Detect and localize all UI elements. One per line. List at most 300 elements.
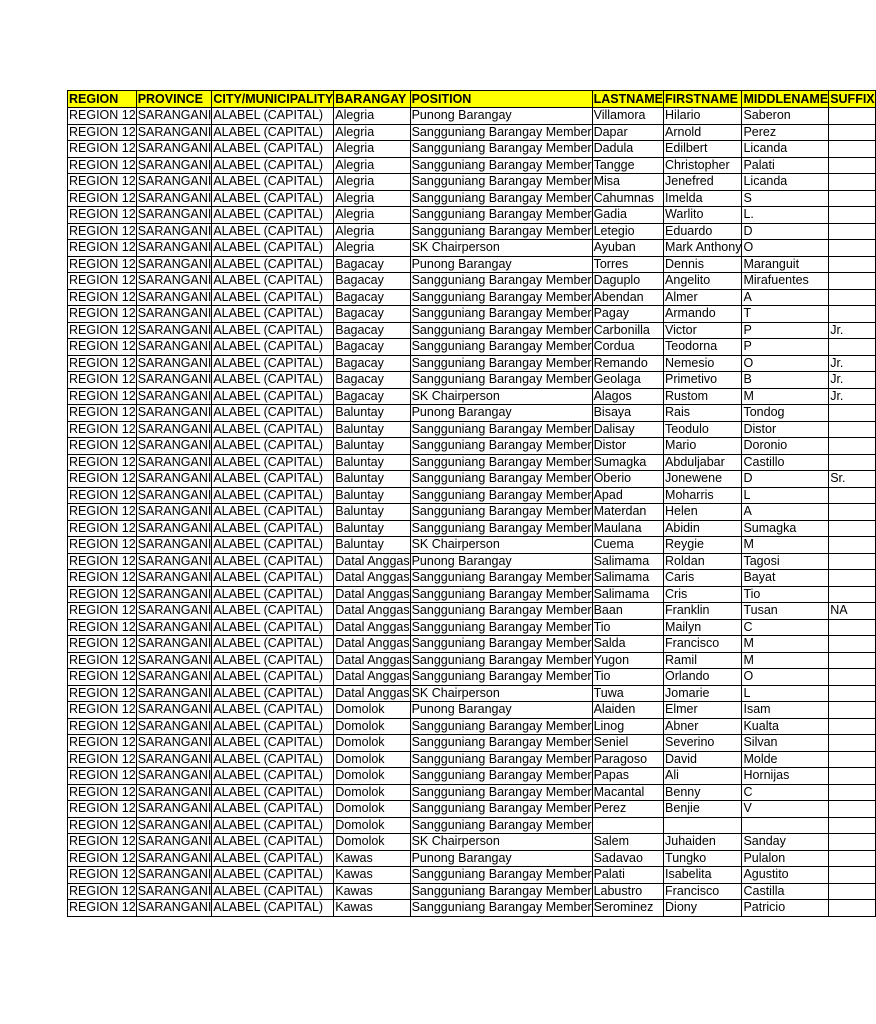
cell-barangay[interactable]: Datal Anggas (335, 652, 410, 667)
cell-province[interactable]: SARANGANI (137, 504, 212, 519)
cell-lastname[interactable]: Villamora (592, 108, 663, 125)
cell-suffix[interactable] (829, 669, 875, 686)
cell-province[interactable]: SARANGANI (137, 141, 212, 156)
cell-barangay[interactable]: Alegria (334, 124, 410, 141)
cell-region[interactable]: REGION 12 (69, 223, 136, 238)
cell-position[interactable]: Sangguniang Barangay Member (411, 174, 592, 189)
cell-firstname[interactable]: Dennis (664, 256, 742, 273)
cell-region[interactable]: REGION 12 (69, 702, 136, 717)
cell-firstname[interactable]: Edilbert (664, 141, 742, 158)
cell-lastname[interactable]: Tuwa (592, 685, 663, 702)
cell-lastname[interactable]: Salimama (592, 570, 663, 587)
cell-city-municipality[interactable]: ALABEL (CAPITAL) (212, 718, 334, 735)
cell-position[interactable]: Sangguniang Barangay Member (411, 372, 592, 387)
cell-firstname[interactable]: Christopher (664, 157, 742, 174)
cell-region[interactable]: REGION 12 (69, 603, 136, 618)
cell-city-municipality[interactable]: ALABEL (CAPITAL) (212, 570, 334, 587)
cell-province[interactable]: SARANGANI (137, 339, 212, 354)
cell-suffix[interactable] (829, 751, 875, 768)
cell-city-municipality[interactable]: ALABEL (CAPITAL) (212, 240, 334, 257)
cell-middlename[interactable]: Distor (742, 421, 829, 438)
cell-middlename[interactable]: C (742, 619, 829, 636)
cell-barangay[interactable]: Domolok (334, 784, 410, 801)
cell-position[interactable]: Sangguniang Barangay Member (411, 636, 592, 651)
cell-position[interactable]: Sangguniang Barangay Member (411, 273, 592, 288)
cell-region[interactable]: REGION 12 (69, 207, 136, 222)
cell-barangay[interactable]: Baluntay (334, 520, 410, 537)
cell-region[interactable]: REGION 12 (69, 372, 136, 387)
cell-region[interactable]: REGION 12 (69, 685, 136, 700)
cell-firstname[interactable]: Roldan (664, 553, 742, 570)
cell-firstname[interactable]: Jenefred (664, 174, 742, 191)
cell-city-municipality[interactable]: ALABEL (CAPITAL) (212, 603, 334, 620)
cell-lastname[interactable]: Tio (592, 669, 663, 686)
cell-firstname[interactable]: Francisco (664, 883, 742, 900)
cell-position[interactable]: Punong Barangay (410, 702, 592, 719)
cell-position[interactable]: Sangguniang Barangay Member (411, 669, 592, 684)
cell-firstname[interactable]: Helen (664, 504, 742, 521)
cell-barangay[interactable]: Baluntay (334, 405, 410, 422)
cell-lastname[interactable]: Sadavao (592, 850, 663, 867)
cell-city-municipality[interactable]: ALABEL (CAPITAL) (212, 141, 334, 158)
cell-suffix[interactable] (829, 438, 875, 455)
cell-province[interactable]: SARANGANI (137, 273, 212, 288)
cell-middlename[interactable]: M (742, 652, 829, 669)
cell-position[interactable]: Punong Barangay (410, 256, 592, 273)
cell-province[interactable]: SARANGANI (137, 537, 212, 552)
cell-province[interactable]: SARANGANI (137, 586, 212, 601)
cell-region[interactable]: REGION 12 (69, 108, 136, 123)
cell-region[interactable]: REGION 12 (69, 454, 136, 469)
cell-firstname[interactable]: Victor (664, 322, 742, 339)
cell-firstname[interactable]: Arnold (664, 124, 742, 141)
cell-city-municipality[interactable]: ALABEL (CAPITAL) (212, 471, 334, 488)
cell-suffix[interactable] (829, 553, 875, 570)
cell-city-municipality[interactable]: ALABEL (CAPITAL) (212, 405, 334, 422)
cell-firstname[interactable]: David (664, 751, 742, 768)
cell-position[interactable]: Sangguniang Barangay Member (411, 322, 592, 337)
cell-middlename[interactable]: Hornijas (742, 768, 829, 785)
cell-barangay[interactable]: Kawas (334, 850, 410, 867)
cell-barangay[interactable]: Baluntay (334, 471, 410, 488)
cell-position[interactable]: Punong Barangay (410, 108, 592, 125)
cell-firstname[interactable]: Ramil (664, 652, 742, 669)
cell-suffix[interactable] (829, 504, 875, 521)
cell-firstname[interactable]: Rais (664, 405, 742, 422)
cell-region[interactable]: REGION 12 (69, 883, 136, 898)
cell-firstname[interactable]: Isabelita (664, 867, 742, 884)
cell-middlename[interactable]: P (742, 339, 829, 356)
header-firstname[interactable]: FIRSTNAME (664, 91, 742, 108)
cell-lastname[interactable]: Cuema (592, 537, 663, 554)
cell-lastname[interactable]: Paragoso (592, 751, 663, 768)
cell-lastname[interactable]: Baan (592, 603, 663, 620)
cell-middlename[interactable]: Tagosi (742, 553, 829, 570)
cell-region[interactable]: REGION 12 (69, 256, 136, 271)
cell-position[interactable]: Sangguniang Barangay Member (411, 603, 592, 618)
cell-city-municipality[interactable]: ALABEL (CAPITAL) (212, 372, 334, 389)
cell-middlename[interactable]: Sanday (742, 834, 829, 851)
cell-province[interactable]: SARANGANI (137, 388, 212, 403)
cell-city-municipality[interactable]: ALABEL (CAPITAL) (212, 157, 334, 174)
cell-province[interactable]: SARANGANI (137, 322, 212, 337)
cell-barangay[interactable]: Alegria (334, 190, 410, 207)
cell-position[interactable]: SK Chairperson (410, 240, 592, 257)
cell-city-municipality[interactable]: ALABEL (CAPITAL) (212, 355, 334, 372)
cell-region[interactable]: REGION 12 (69, 900, 136, 915)
cell-firstname[interactable]: Mario (664, 438, 742, 455)
cell-city-municipality[interactable]: ALABEL (CAPITAL) (212, 669, 334, 686)
cell-lastname[interactable]: Abendan (592, 289, 663, 306)
cell-lastname[interactable]: Apad (592, 487, 663, 504)
cell-suffix[interactable] (829, 190, 875, 207)
cell-middlename[interactable]: C (742, 784, 829, 801)
cell-barangay[interactable]: Baluntay (334, 537, 410, 554)
cell-barangay[interactable]: Domolok (334, 817, 410, 834)
cell-region[interactable]: REGION 12 (69, 751, 136, 766)
cell-lastname[interactable]: Palati (592, 867, 663, 884)
cell-suffix[interactable] (829, 108, 875, 125)
cell-position[interactable]: Sangguniang Barangay Member (411, 207, 592, 222)
cell-region[interactable]: REGION 12 (69, 586, 136, 601)
cell-city-municipality[interactable]: ALABEL (CAPITAL) (212, 438, 334, 455)
cell-barangay[interactable]: Datal Anggas (335, 685, 410, 700)
cell-position[interactable]: Sangguniang Barangay Member (411, 768, 592, 783)
cell-region[interactable]: REGION 12 (69, 141, 136, 156)
header-position[interactable]: POSITION (410, 91, 592, 108)
header-middlename[interactable]: MIDDLENAME (743, 91, 829, 106)
cell-province[interactable]: SARANGANI (137, 768, 212, 783)
cell-lastname[interactable]: Yugon (592, 652, 663, 669)
cell-region[interactable]: REGION 12 (69, 289, 136, 304)
cell-suffix[interactable] (829, 240, 875, 257)
cell-position[interactable]: Sangguniang Barangay Member (411, 289, 592, 304)
cell-position[interactable]: Punong Barangay (410, 553, 592, 570)
cell-region[interactable]: REGION 12 (69, 306, 136, 321)
cell-suffix[interactable]: Jr. (829, 322, 875, 339)
cell-middlename[interactable]: Patricio (742, 900, 829, 917)
cell-barangay[interactable]: Datal Anggas (335, 619, 410, 634)
cell-firstname[interactable]: Abduljabar (664, 454, 742, 471)
cell-barangay[interactable]: Bagacay (334, 322, 410, 339)
cell-firstname[interactable]: Tungko (664, 850, 742, 867)
cell-barangay[interactable]: Domolok (334, 735, 410, 752)
cell-province[interactable]: SARANGANI (137, 520, 212, 535)
cell-lastname[interactable]: Remando (592, 355, 663, 372)
cell-province[interactable]: SARANGANI (137, 471, 212, 486)
cell-barangay[interactable]: Bagacay (334, 372, 410, 389)
cell-middlename[interactable]: L. (742, 207, 829, 224)
cell-suffix[interactable]: Jr. (829, 372, 875, 389)
cell-position[interactable]: Sangguniang Barangay Member (411, 817, 592, 832)
cell-region[interactable]: REGION 12 (69, 652, 136, 667)
cell-province[interactable]: SARANGANI (137, 735, 212, 750)
cell-city-municipality[interactable]: ALABEL (CAPITAL) (212, 388, 334, 405)
cell-lastname[interactable]: Cordua (592, 339, 663, 356)
cell-suffix[interactable] (829, 702, 875, 719)
header-region[interactable]: REGION (68, 91, 137, 108)
cell-suffix[interactable] (829, 636, 875, 653)
cell-suffix[interactable] (829, 619, 875, 636)
cell-firstname[interactable]: Severino (664, 735, 742, 752)
cell-lastname[interactable]: Carbonilla (592, 322, 663, 339)
cell-region[interactable]: REGION 12 (69, 570, 136, 585)
cell-lastname[interactable]: Bisaya (592, 405, 663, 422)
cell-middlename[interactable]: Isam (742, 702, 829, 719)
cell-firstname[interactable]: Almer (664, 289, 742, 306)
cell-region[interactable]: REGION 12 (69, 636, 136, 651)
cell-suffix[interactable] (829, 157, 875, 174)
cell-suffix[interactable] (829, 735, 875, 752)
cell-province[interactable]: SARANGANI (137, 289, 212, 304)
cell-region[interactable]: REGION 12 (69, 768, 136, 783)
cell-suffix[interactable] (829, 900, 875, 917)
cell-lastname[interactable]: Letegio (592, 223, 663, 240)
cell-middlename[interactable]: Molde (742, 751, 829, 768)
cell-firstname[interactable]: Primetivo (664, 372, 742, 389)
cell-middlename[interactable]: Saberon (742, 108, 829, 125)
cell-province[interactable]: SARANGANI (137, 834, 212, 849)
cell-barangay[interactable]: Datal Anggas (335, 669, 410, 684)
cell-barangay[interactable]: Bagacay (334, 306, 410, 323)
cell-lastname[interactable]: Perez (592, 801, 663, 818)
cell-suffix[interactable] (829, 784, 875, 801)
cell-region[interactable]: REGION 12 (69, 405, 136, 420)
cell-city-municipality[interactable]: ALABEL (CAPITAL) (212, 223, 334, 240)
cell-city-municipality[interactable]: ALABEL (CAPITAL) (212, 685, 334, 702)
cell-city-municipality[interactable]: ALABEL (CAPITAL) (212, 735, 334, 752)
cell-lastname[interactable]: Ayuban (592, 240, 663, 257)
cell-city-municipality[interactable]: ALABEL (CAPITAL) (212, 784, 334, 801)
cell-barangay[interactable]: Domolok (334, 801, 410, 818)
cell-middlename[interactable]: Pulalon (742, 850, 829, 867)
cell-suffix[interactable] (829, 586, 875, 603)
cell-city-municipality[interactable]: ALABEL (CAPITAL) (212, 322, 334, 339)
cell-city-municipality[interactable]: ALABEL (CAPITAL) (212, 636, 334, 653)
cell-position[interactable]: Sangguniang Barangay Member (411, 718, 592, 733)
cell-firstname[interactable]: Diony (664, 900, 742, 917)
cell-region[interactable]: REGION 12 (69, 322, 136, 337)
cell-suffix[interactable] (829, 801, 875, 818)
cell-province[interactable]: SARANGANI (137, 652, 212, 667)
cell-lastname[interactable]: Labustro (592, 883, 663, 900)
cell-lastname[interactable]: Sumagka (592, 454, 663, 471)
header-lastname[interactable]: LASTNAME (593, 91, 664, 106)
cell-city-municipality[interactable]: ALABEL (CAPITAL) (212, 487, 334, 504)
cell-middlename[interactable]: M (742, 388, 829, 405)
cell-firstname[interactable]: Rustom (664, 388, 742, 405)
cell-province[interactable]: SARANGANI (137, 157, 212, 172)
cell-middlename[interactable]: V (742, 801, 829, 818)
cell-province[interactable]: SARANGANI (137, 190, 212, 205)
cell-region[interactable]: REGION 12 (69, 735, 136, 750)
cell-middlename[interactable]: L (742, 487, 829, 504)
cell-barangay[interactable]: Baluntay (334, 487, 410, 504)
cell-lastname[interactable]: Tangge (592, 157, 663, 174)
cell-region[interactable]: REGION 12 (69, 537, 136, 552)
cell-position[interactable]: Sangguniang Barangay Member (411, 784, 592, 799)
cell-barangay[interactable]: Alegria (334, 108, 410, 125)
cell-province[interactable]: SARANGANI (137, 603, 212, 618)
cell-province[interactable]: SARANGANI (137, 850, 212, 865)
cell-barangay[interactable]: Alegria (334, 223, 410, 240)
cell-position[interactable]: SK Chairperson (410, 537, 592, 554)
cell-barangay[interactable]: Bagacay (334, 388, 410, 405)
cell-region[interactable]: REGION 12 (69, 157, 136, 172)
cell-position[interactable]: Sangguniang Barangay Member (411, 504, 592, 519)
cell-province[interactable]: SARANGANI (137, 619, 212, 634)
cell-region[interactable]: REGION 12 (69, 124, 136, 139)
cell-region[interactable]: REGION 12 (69, 784, 136, 799)
cell-province[interactable]: SARANGANI (137, 174, 212, 189)
cell-position[interactable]: Sangguniang Barangay Member (411, 652, 592, 667)
cell-barangay[interactable]: Kawas (334, 867, 410, 884)
cell-region[interactable]: REGION 12 (69, 850, 136, 865)
cell-city-municipality[interactable]: ALABEL (CAPITAL) (212, 702, 334, 719)
cell-suffix[interactable] (829, 289, 875, 306)
cell-city-municipality[interactable]: ALABEL (CAPITAL) (212, 652, 334, 669)
cell-position[interactable]: Sangguniang Barangay Member (411, 223, 592, 238)
cell-city-municipality[interactable]: ALABEL (CAPITAL) (212, 834, 334, 851)
cell-position[interactable]: Sangguniang Barangay Member (411, 487, 592, 502)
cell-city-municipality[interactable]: ALABEL (CAPITAL) (212, 124, 334, 141)
cell-lastname[interactable]: Dadula (592, 141, 663, 158)
cell-suffix[interactable] (829, 207, 875, 224)
cell-middlename[interactable]: A (742, 504, 829, 521)
cell-position[interactable]: Punong Barangay (410, 405, 592, 422)
cell-province[interactable]: SARANGANI (137, 454, 212, 469)
cell-city-municipality[interactable]: ALABEL (CAPITAL) (212, 454, 334, 471)
cell-region[interactable]: REGION 12 (69, 355, 136, 370)
cell-middlename[interactable]: Agustito (742, 867, 829, 884)
cell-firstname[interactable]: Nemesio (664, 355, 742, 372)
cell-lastname[interactable]: Salimama (592, 553, 663, 570)
cell-position[interactable]: Sangguniang Barangay Member (411, 900, 592, 915)
cell-suffix[interactable] (829, 768, 875, 785)
cell-region[interactable]: REGION 12 (69, 520, 136, 535)
cell-region[interactable]: REGION 12 (69, 388, 136, 403)
cell-province[interactable]: SARANGANI (137, 124, 212, 139)
cell-position[interactable]: Sangguniang Barangay Member (411, 751, 592, 766)
cell-middlename[interactable]: T (742, 306, 829, 323)
cell-suffix[interactable] (829, 834, 875, 851)
cell-barangay[interactable]: Bagacay (334, 289, 410, 306)
cell-lastname[interactable]: Daguplo (592, 273, 663, 290)
cell-region[interactable]: REGION 12 (69, 174, 136, 189)
cell-province[interactable]: SARANGANI (137, 207, 212, 222)
cell-suffix[interactable] (829, 256, 875, 273)
cell-suffix[interactable] (829, 520, 875, 537)
cell-middlename[interactable]: O (742, 355, 829, 372)
cell-firstname[interactable]: Armando (664, 306, 742, 323)
cell-firstname[interactable]: Caris (664, 570, 742, 587)
cell-middlename[interactable]: D (742, 471, 829, 488)
cell-firstname[interactable]: Moharris (664, 487, 742, 504)
cell-firstname[interactable]: Abner (664, 718, 742, 735)
cell-position[interactable]: Sangguniang Barangay Member (411, 306, 592, 321)
cell-firstname[interactable]: Francisco (664, 636, 742, 653)
cell-city-municipality[interactable]: ALABEL (CAPITAL) (212, 850, 334, 867)
cell-firstname[interactable]: Benny (664, 784, 742, 801)
cell-province[interactable]: SARANGANI (137, 669, 212, 684)
cell-lastname[interactable]: Maulana (592, 520, 663, 537)
cell-province[interactable]: SARANGANI (137, 553, 212, 568)
cell-middlename[interactable]: O (742, 240, 829, 257)
cell-middlename[interactable]: Castillo (742, 454, 829, 471)
cell-province[interactable]: SARANGANI (137, 405, 212, 420)
cell-firstname[interactable]: Hilario (664, 108, 742, 125)
cell-lastname[interactable]: Pagay (592, 306, 663, 323)
cell-firstname[interactable]: Imelda (664, 190, 742, 207)
cell-lastname[interactable]: Geolaga (592, 372, 663, 389)
cell-middlename[interactable]: P (742, 322, 829, 339)
cell-firstname[interactable]: Ali (664, 768, 742, 785)
cell-city-municipality[interactable]: ALABEL (CAPITAL) (212, 768, 334, 785)
cell-city-municipality[interactable]: ALABEL (CAPITAL) (212, 421, 334, 438)
cell-position[interactable]: Sangguniang Barangay Member (411, 454, 592, 469)
cell-province[interactable]: SARANGANI (137, 108, 212, 123)
cell-lastname[interactable]: Salimama (592, 586, 663, 603)
cell-middlename[interactable]: Perez (742, 124, 829, 141)
cell-position[interactable]: SK Chairperson (410, 834, 592, 851)
cell-middlename[interactable]: Sumagka (742, 520, 829, 537)
cell-position[interactable]: Sangguniang Barangay Member (411, 421, 592, 436)
cell-position[interactable]: Sangguniang Barangay Member (411, 471, 592, 486)
cell-province[interactable]: SARANGANI (137, 636, 212, 651)
cell-province[interactable]: SARANGANI (137, 223, 212, 238)
cell-lastname[interactable]: Linog (592, 718, 663, 735)
cell-province[interactable]: SARANGANI (137, 438, 212, 453)
cell-city-municipality[interactable]: ALABEL (CAPITAL) (212, 867, 334, 884)
cell-barangay[interactable]: Alegria (334, 207, 410, 224)
cell-lastname[interactable]: Dalisay (592, 421, 663, 438)
cell-middlename[interactable]: Licanda (742, 174, 829, 191)
cell-lastname[interactable]: Tio (592, 619, 663, 636)
cell-province[interactable]: SARANGANI (137, 240, 212, 255)
cell-suffix[interactable] (829, 339, 875, 356)
cell-firstname[interactable]: Elmer (664, 702, 742, 719)
cell-city-municipality[interactable]: ALABEL (CAPITAL) (212, 553, 334, 570)
cell-city-municipality[interactable]: ALABEL (CAPITAL) (212, 190, 334, 207)
cell-suffix[interactable] (829, 421, 875, 438)
cell-firstname[interactable]: Benjie (664, 801, 742, 818)
cell-province[interactable]: SARANGANI (137, 570, 212, 585)
cell-region[interactable]: REGION 12 (69, 471, 136, 486)
cell-suffix[interactable] (829, 570, 875, 587)
cell-region[interactable]: REGION 12 (69, 240, 136, 255)
cell-suffix[interactable] (829, 867, 875, 884)
header-suffix[interactable]: SUFFIX (830, 91, 875, 106)
cell-province[interactable]: SARANGANI (137, 702, 212, 717)
cell-suffix[interactable]: Sr. (829, 471, 875, 488)
cell-province[interactable]: SARANGANI (137, 867, 212, 882)
cell-position[interactable]: Sangguniang Barangay Member (411, 190, 592, 205)
cell-suffix[interactable] (829, 718, 875, 735)
cell-barangay[interactable]: Bagacay (334, 273, 410, 290)
cell-city-municipality[interactable]: ALABEL (CAPITAL) (212, 339, 334, 356)
cell-city-municipality[interactable]: ALABEL (CAPITAL) (212, 174, 334, 191)
cell-middlename[interactable]: Silvan (742, 735, 829, 752)
cell-position[interactable]: Sangguniang Barangay Member (411, 867, 592, 882)
cell-firstname[interactable]: Orlando (664, 669, 742, 686)
cell-firstname[interactable]: Juhaiden (664, 834, 742, 851)
cell-suffix[interactable] (829, 537, 875, 554)
cell-region[interactable]: REGION 12 (69, 339, 136, 354)
cell-barangay[interactable]: Datal Anggas (335, 636, 410, 651)
cell-suffix[interactable] (829, 405, 875, 422)
cell-middlename[interactable]: B (742, 372, 829, 389)
cell-region[interactable]: REGION 12 (69, 718, 136, 733)
